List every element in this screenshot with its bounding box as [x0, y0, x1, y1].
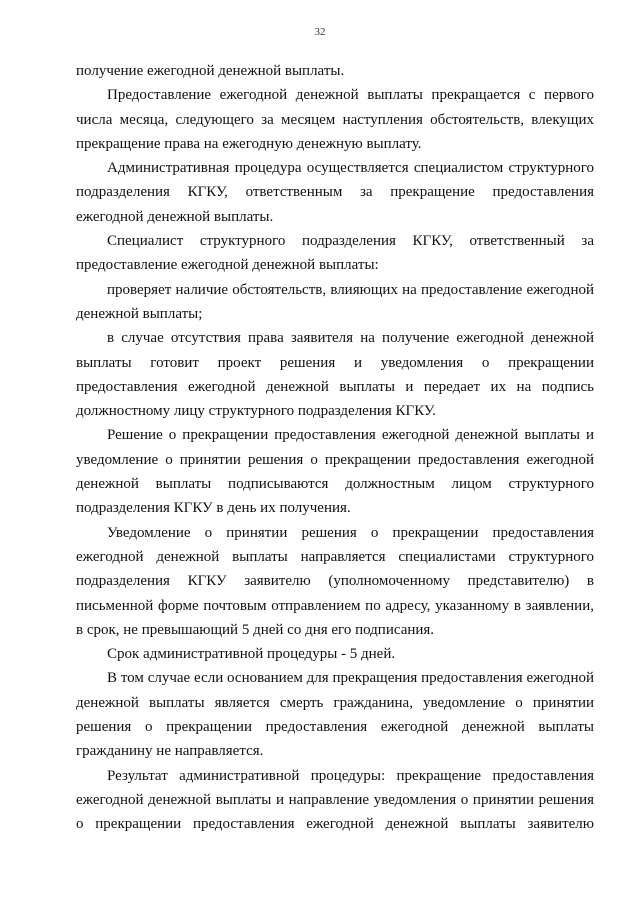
paragraph: Срок административной процедуры - 5 дней. — [107, 646, 396, 663]
paragraph: В том случае если основанием для прекращения предоставления ежегодной денежной выплаты является смерть гражданина, уведомление о принятии решения о прекращении предоставления ежегодной денежной выплаты гражданину не направляется. — [76, 670, 594, 760]
paragraph: Решение о прекращении предоставления ежегодной денежной выплаты и уведомление о принятии решения о прекращении предоставления ежегодной денежной выплаты подписываются должностным лицом структурного подразделения КГКУ в день их получения. — [76, 427, 594, 517]
document-body — [76, 59, 594, 837]
paragraph: Предоставление ежегодной денежной выплаты прекращается с первого числа месяца, следующего за месяцем наступления обстоятельств, влекущих прекращение права на ежегодную денежную выплату. — [76, 87, 594, 152]
page-number: 32 — [314, 26, 326, 38]
paragraph: в случае отсутствия права заявителя на получение ежегодной денежной выплаты готовит проект решения и уведомления о прекращении предоставления ежегодной денежной выплаты и передает их на подпись должностному лицу структурного подразделения КГКУ. — [76, 330, 594, 420]
paragraph-continuation: получение ежегодной денежной выплаты. — [76, 63, 345, 79]
paragraph: Уведомление о принятии решения о прекращении предоставления ежегодной денежной выплаты направляется специалистами структурного подразделения КГКУ заявителю (уполномоченному представителю) в письменной форме почтовым отправлением по адресу, указанному в заявлении, в срок, не превышающий 5 дней со дня его подписания. — [76, 524, 594, 638]
paragraph: Административная процедура осуществляется специалистом структурного подразделения КГКУ, ответственным за прекращение предоставления ежегодной денежной выплаты. — [76, 160, 594, 225]
paragraph: Специалист структурного подразделения КГКУ, ответственный за предоставление ежегодной денежной выплаты: — [76, 233, 594, 274]
paragraph-continues-next-page: Результат административной процедуры: прекращение предоставления ежегодной денежной выплаты и направление уведомления о принятии решения о прекращении предоставления ежегодной денежной выплаты заявителю — [76, 767, 594, 833]
paragraph: проверяет наличие обстоятельств, влияющих на предоставление ежегодной денежной выплаты; — [76, 281, 594, 322]
